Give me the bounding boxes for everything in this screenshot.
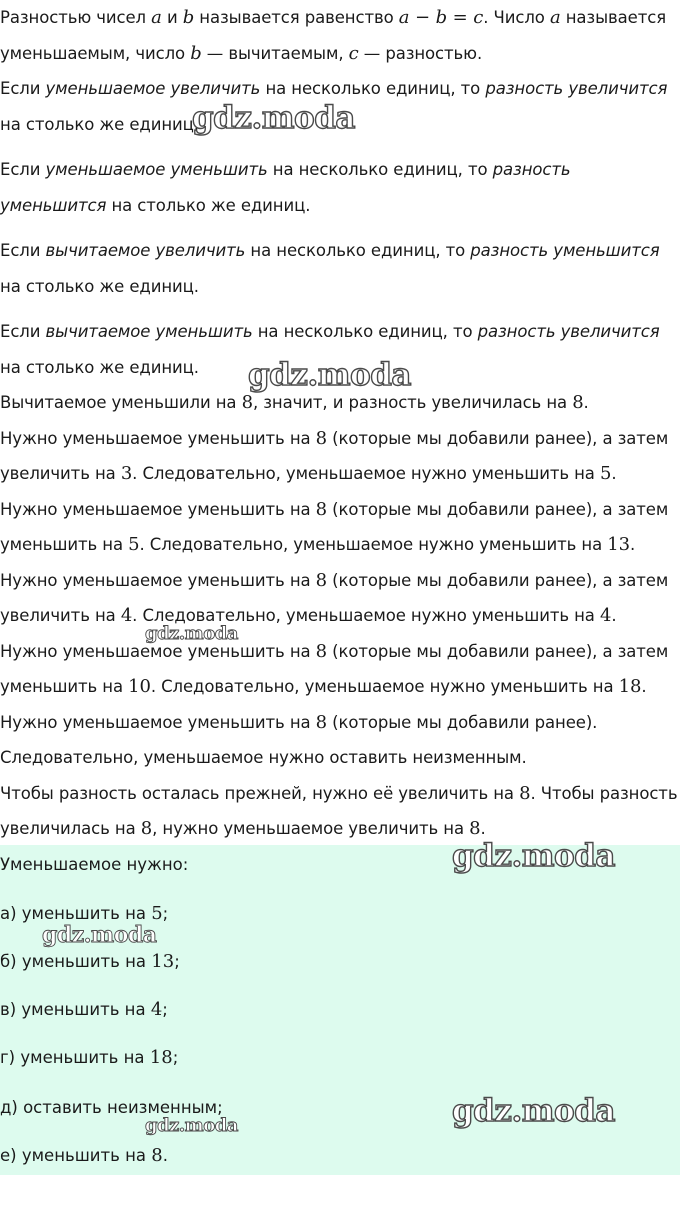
watermark: gdz.moda: [145, 1115, 238, 1136]
rule-paragraph: Если уменьшаемое уменьшить на несколько единиц, то разность уменьшится на столько же единиц.: [0, 160, 571, 215]
watermark: gdz.moda: [452, 1093, 615, 1129]
answer-item: д) оставить неизменным;: [0, 1098, 223, 1117]
solution-step: Нужно уменьшаемое уменьшить на 8 (которые мы добавили ранее), а затем увеличить на 4. Следовательно, уменьшаемое нужно уменьшить на 4.: [0, 569, 669, 626]
solution-step: Чтобы разность осталась прежней, нужно её увеличить на 8. Чтобы разность увеличилась на 8, нужно уменьшаемое увеличить на 8.: [0, 782, 678, 839]
answer-item: б) уменьшить на 13;: [0, 951, 180, 972]
watermark: gdz.moda: [145, 623, 238, 644]
solution-step: Нужно уменьшаемое уменьшить на 8 (которые мы добавили ранее). Следовательно, уменьшаемое нужно оставить неизменным.: [0, 711, 598, 767]
solution-step: Нужно уменьшаемое уменьшить на 8 (которые мы добавили ранее), а затем уменьшить на 5. Следовательно, уменьшаемое нужно уменьшить на 13.: [0, 498, 669, 555]
answer-box: [0, 845, 680, 1175]
solution-intro: Вычитаемое уменьшили на 8, значит, и разность увеличилась на 8.: [0, 392, 589, 413]
equation: a − b = c: [398, 7, 484, 28]
answer-item: г) уменьшить на 18;: [0, 1047, 179, 1068]
watermark: gdz.moda: [192, 100, 355, 136]
answer-item: а) уменьшить на 5;: [0, 903, 169, 924]
answer-item: в) уменьшить на 4;: [0, 999, 168, 1020]
answer-item: е) уменьшить на 8.: [0, 1145, 168, 1166]
answer-title: Уменьшаемое нужно:: [0, 855, 189, 874]
rule-paragraph: Если вычитаемое увеличить на несколько единиц, то разность уменьшится на столько же единиц.: [0, 241, 660, 296]
watermark: gdz.moda: [452, 838, 615, 874]
rule-paragraph: Если вычитаемое уменьшить на несколько единиц, то разность увеличится на столько же единиц.: [0, 322, 660, 377]
solution-step: Нужно уменьшаемое уменьшить на 8 (которые мы добавили ранее), а затем уменьшить на 10. Следовательно, уменьшаемое нужно уменьшить на 18.: [0, 640, 669, 697]
rule-paragraph: Если уменьшаемое увеличить на несколько единиц, то разность увеличится на столько же единиц.: [0, 79, 668, 134]
watermark: gdz.moda: [42, 922, 157, 948]
definition-paragraph: Разностью чисел a и b называется равенство a − b = c. Число a называется уменьшаемым, число b — вычитаемым, c — разностью.: [0, 7, 667, 64]
watermark: gdz.moda: [248, 357, 411, 393]
solution-step: Нужно уменьшаемое уменьшить на 8 (которые мы добавили ранее), а затем увеличить на 3. Следовательно, уменьшаемое нужно уменьшить на 5.: [0, 427, 669, 484]
